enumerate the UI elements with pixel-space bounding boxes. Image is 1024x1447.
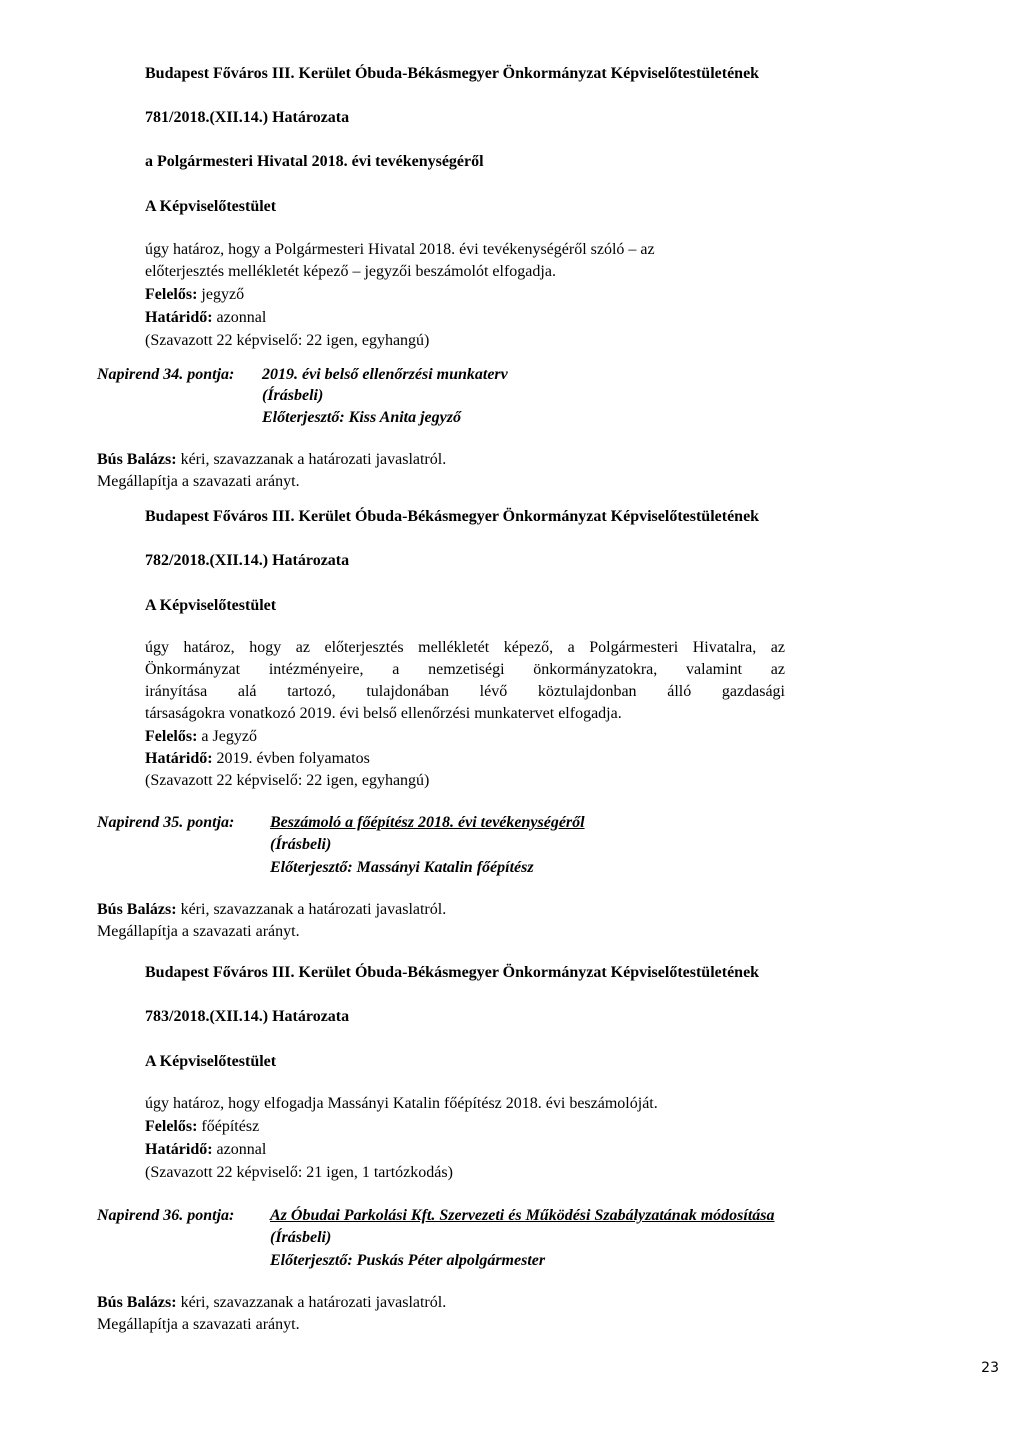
chair-ratio-2: Megállapítja a szavazati arányt. bbox=[97, 923, 300, 940]
agenda-35-presenter: Előterjesztő: Massányi Katalin főépítész bbox=[270, 859, 534, 876]
resolution-782-text-line3: irányítása alá tartozó, tulajdonában lévő köztulajdonban álló gazdasági bbox=[145, 683, 785, 700]
resolution-781-responsible bbox=[145, 285, 244, 305]
deadline-value: azonnal bbox=[212, 1141, 267, 1158]
deadline-value: azonnal bbox=[212, 309, 267, 326]
resolution-781-body-title: A Képviselőtestület bbox=[145, 198, 277, 215]
chair-request-1 bbox=[97, 450, 446, 470]
resolution-781-subject: a Polgármesteri Hivatal 2018. évi tevékenységéről bbox=[145, 153, 484, 170]
resolution-781-vote: (Szavazott 22 képviselő: 22 igen, egyhangú) bbox=[145, 332, 430, 349]
chair-request-text: kéri, szavazzanak a határozati javaslatról. bbox=[176, 451, 447, 468]
resolution-783-text-line1: úgy határoz, hogy elfogadja Massányi Katalin főépítész 2018. évi beszámolóját. bbox=[145, 1095, 658, 1112]
chair-name: Bús Balázs: bbox=[97, 901, 177, 918]
chair-request-text: kéri, szavazzanak a határozati javaslatról. bbox=[176, 1294, 447, 1311]
responsible-label: Felelős: bbox=[145, 1118, 198, 1135]
responsible-value: a Jegyző bbox=[197, 728, 257, 745]
chair-request-2 bbox=[97, 900, 446, 920]
agenda-36-label: Napirend 36. pontja: bbox=[97, 1207, 235, 1224]
resolution-781-header: Budapest Főváros III. Kerület Óbuda-Békásmegyer Önkormányzat Képviselőtestületének bbox=[145, 65, 760, 82]
resolution-782-header: Budapest Főváros III. Kerület Óbuda-Békásmegyer Önkormányzat Képviselőtestületének bbox=[145, 508, 760, 525]
agenda-35-form: (Írásbeli) bbox=[270, 836, 332, 853]
resolution-782-responsible bbox=[145, 727, 257, 747]
chair-request-3 bbox=[97, 1293, 446, 1313]
resolution-782-number: 782/2018.(XII.14.) Határozata bbox=[145, 552, 350, 569]
resolution-781-text-line2: előterjesztés mellékletét képező – jegyzői beszámolót elfogadja. bbox=[145, 263, 556, 280]
deadline-label: Határidő: bbox=[145, 750, 213, 767]
agenda-35-label: Napirend 35. pontja: bbox=[97, 814, 235, 831]
agenda-34-title: 2019. évi belső ellenőrzési munkaterv bbox=[262, 366, 508, 383]
resolution-781-number: 781/2018.(XII.14.) Határozata bbox=[145, 109, 350, 126]
responsible-value: főépítész bbox=[197, 1118, 260, 1135]
chair-ratio-1: Megállapítja a szavazati arányt. bbox=[97, 473, 300, 490]
deadline-label: Határidő: bbox=[145, 1141, 213, 1158]
resolution-783-body-title: A Képviselőtestület bbox=[145, 1053, 277, 1070]
resolution-781-text-line1: úgy határoz, hogy a Polgármesteri Hivatal 2018. évi tevékenységéről szóló – az bbox=[145, 241, 655, 258]
resolution-782-text-line4: társaságokra vonatkozó 2019. évi belső ellenőrzési munkatervet elfogadja. bbox=[145, 705, 622, 722]
responsible-label: Felelős: bbox=[145, 728, 198, 745]
resolution-781-deadline bbox=[145, 308, 266, 328]
agenda-36-form: (Írásbeli) bbox=[270, 1229, 332, 1246]
agenda-36-presenter: Előterjesztő: Puskás Péter alpolgármester bbox=[270, 1252, 546, 1269]
responsible-value: jegyző bbox=[197, 286, 245, 303]
resolution-782-vote: (Szavazott 22 képviselő: 22 igen, egyhangú) bbox=[145, 772, 430, 789]
responsible-label: Felelős: bbox=[145, 286, 198, 303]
chair-name: Bús Balázs: bbox=[97, 451, 177, 468]
chair-name: Bús Balázs: bbox=[97, 1294, 177, 1311]
resolution-783-header: Budapest Főváros III. Kerület Óbuda-Békásmegyer Önkormányzat Képviselőtestületének bbox=[145, 964, 760, 981]
resolution-783-responsible bbox=[145, 1117, 259, 1137]
agenda-34-form: (Írásbeli) bbox=[262, 387, 324, 404]
deadline-value: 2019. évben folyamatos bbox=[212, 750, 370, 767]
chair-ratio-3: Megállapítja a szavazati arányt. bbox=[97, 1316, 300, 1333]
resolution-783-number: 783/2018.(XII.14.) Határozata bbox=[145, 1008, 350, 1025]
agenda-36-title: Az Óbudai Parkolási Kft. Szervezeti és Működési Szabályzatának módosítása bbox=[270, 1207, 775, 1224]
resolution-783-deadline bbox=[145, 1140, 266, 1160]
resolution-782-text-line2: Önkormányzat intézményeire, a nemzetiségi önkormányzatokra, valamint az bbox=[145, 661, 785, 678]
resolution-782-text-line1: úgy határoz, hogy az előterjesztés mellékletét képező, a Polgármesteri Hivatalra, az bbox=[145, 639, 785, 656]
resolution-782-deadline bbox=[145, 749, 370, 769]
deadline-label: Határidő: bbox=[145, 309, 213, 326]
resolution-783-vote: (Szavazott 22 képviselő: 21 igen, 1 tartózkodás) bbox=[145, 1164, 453, 1181]
agenda-34-label: Napirend 34. pontja: bbox=[97, 366, 235, 383]
chair-request-text: kéri, szavazzanak a határozati javaslatról. bbox=[176, 901, 447, 918]
agenda-34-presenter: Előterjesztő: Kiss Anita jegyző bbox=[262, 409, 461, 426]
page-number: 23 bbox=[981, 1360, 999, 1376]
resolution-782-body-title: A Képviselőtestület bbox=[145, 597, 277, 614]
agenda-35-title: Beszámoló a főépítész 2018. évi tevékenységéről bbox=[270, 814, 585, 831]
